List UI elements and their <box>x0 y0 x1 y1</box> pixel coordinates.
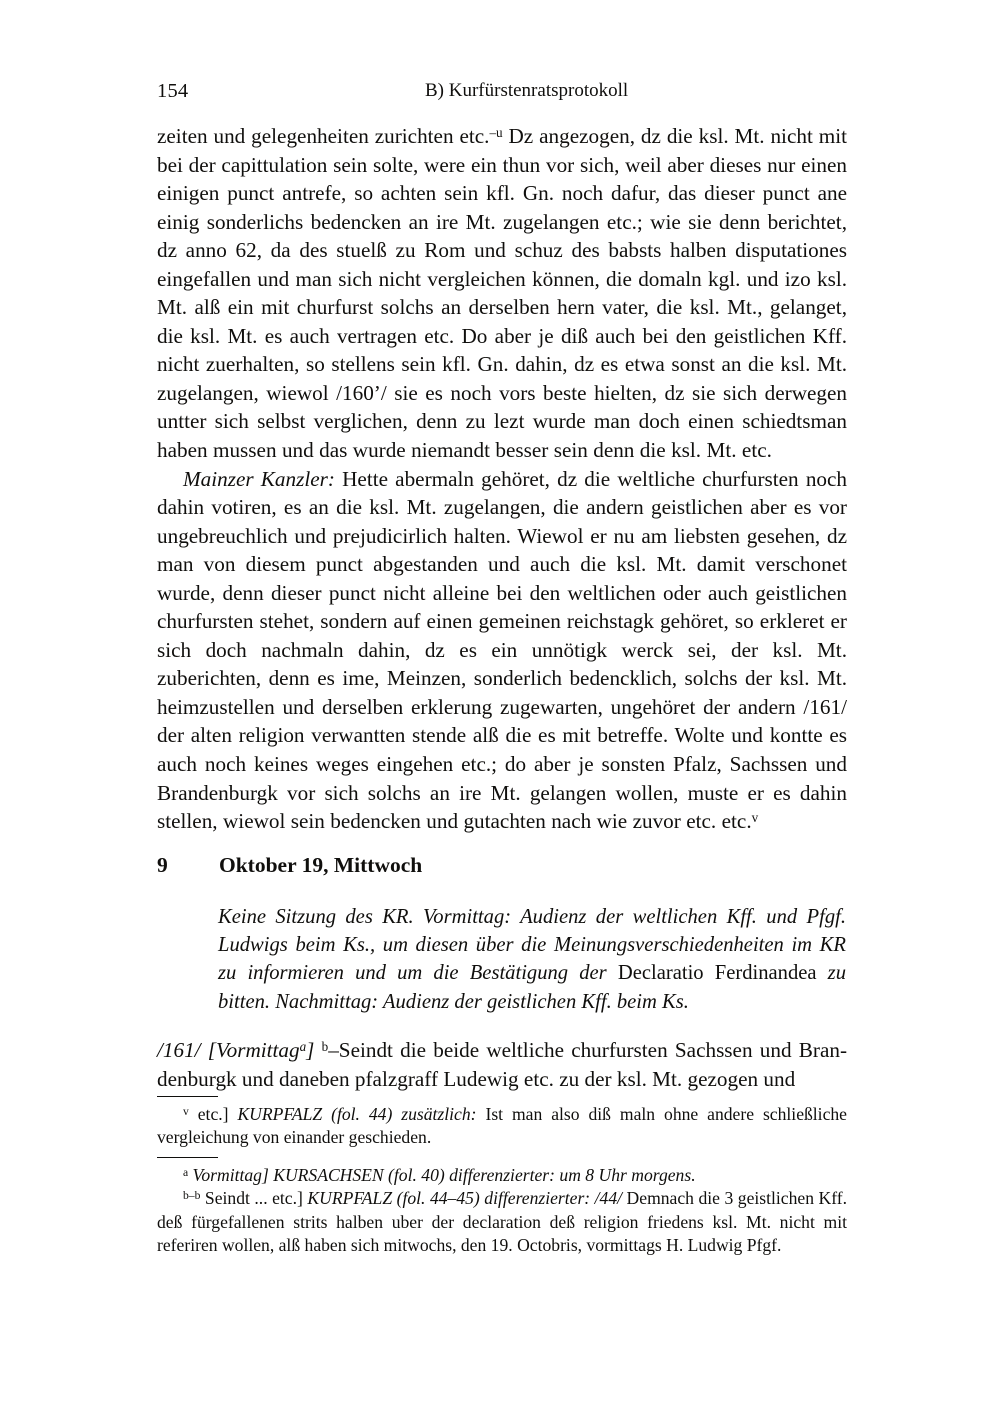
main-text-block <box>157 122 847 836</box>
variant-marker-b: b <box>321 1038 329 1054</box>
page-number: 154 <box>157 80 189 102</box>
editorial-bracket-close: ] <box>306 1038 322 1062</box>
section-title: Oktober 19, Mittwoch <box>219 853 423 877</box>
footnote-source: KURPFALZ (fol. 44–45) differenzierter: /44/ <box>302 1188 623 1209</box>
speaker-label: Mainzer Kanzler: <box>183 466 335 491</box>
paragraph-continuation <box>157 122 847 465</box>
paragraph-1-text: Dz angezogen, dz die ksl. Mt. nicht mit bei der capittulation sein solte, were ein thun vor sich, weil aber dieses nur einen einigen punct antrefe, so achten sein kfl. Gn. noch dafur, das dieser punct ane einig sonderlichs bedencken an ire Mt. zugelangen etc.; wie sie denn berichtet, dz anno 62, da des stuelß zu Rom und schuz des babsts halben disputationes eingefallen und man sich nicht vergleichen können, die domaln kgl. und izo ksl. Mt. alß ein mit churfurst solchs an derselben hern vater, die ksl. Mt., gelanget, die ksl. Mt. es auch vertragen etc. Do aber je diß auch bei den geistlichen Kff. nicht zuerhalten, so stellens sein kfl. Gn. dahin, dz es etwa sonst an die ksl. Mt. zugelangen, wiewol /160’/ sie es noch vors beste hielten, dz sie sich derwegen untter sich selbst verglichen, denn zu lezt wurde man doch einen schiedtsman haben mussen und das wurde niemandt besser sein denn die ksl. Mt. etc. <box>157 124 847 463</box>
regest-summary <box>218 903 846 1016</box>
footnote-marker-a: a <box>183 1165 189 1179</box>
editorial-bracket-open: [Vormittag <box>207 1038 300 1062</box>
text-critical-marker-u: –u <box>489 124 503 140</box>
running-head <box>157 78 847 104</box>
footnote-marker-v: v <box>183 1104 189 1118</box>
section-number: 9 <box>157 853 168 877</box>
footnote-block-critical <box>157 1096 847 1150</box>
regest-part-1: Keine Sitzung des KR. Vormittag: Audienz der weltlichen Kff. und Pfgf. Ludwigs beim Ks., um diesen über die Meinungsverschiedenheiten im KR zu informieren und um die Bestätigung der <box>218 906 846 985</box>
footnote-source: KURPFALZ (fol. 44) zusätzlich: <box>228 1104 477 1124</box>
footnote-lemma: etc.] <box>188 1104 229 1124</box>
paragraph-2-text: Hette abermaln gehöret, dz die weltliche churfursten noch dahin votiren, es an die ksl. Mt. zugelangen, die andern geistlichen aber es vor ungebreuchlich und prejudicirlich halten. Wiewol er nu am liebsten gesehen, dz man von diesem punct abgestanden und auch die ksl. Mt. damit verschonet wurde, denn dieser punct nicht alleine bei den weltlichen oder auch geistlichen churfursten stehet, sondern auf einen gemeinen reichstagk gehöret, so erkleret er sich doch nachmaln dahin, dz es ein unnötigk werck sei, der ksl. Mt. zuberichten, denn es ime, Meinzen, sonderlich bedencklich, solchs der ksl. Mt. heimzustellen und derselben erklerung zugewarten, ungehöret der andern /161/ der alten religion verwantten stende alß die es mit betreffe. Wolte und kontte es auch noch keines weges eingehen etc.; do aber je sonsten Pfalz, Sachssen und Brandenburgk vor sich solchs an ire Mt. gelangen wollen, muste er es dahin stellen, wiewol sein bedencken und gutachten nach wie zuvor etc. etc. <box>157 466 848 834</box>
lead-paragraph <box>157 1036 847 1093</box>
footnote-text: Demnach die 3 geistlichen Kff. deß fürgefallenen strits halben uber der declaration deß religion friedens ksl. Mt. nicht mit referiren wollen, alß haben sich mitwochs, den 19. Octobris, vormittags H. Ludwig Pfgf. <box>157 1188 847 1255</box>
footnote-rule <box>157 1096 218 1097</box>
footnote-marker-b-b: b–b <box>183 1189 201 1203</box>
folio-marker: /161/ <box>157 1038 208 1062</box>
paragraph-1-pre-marker: zeiten und gelegenheiten zurichten etc. <box>157 124 490 148</box>
footnote-entry <box>157 1164 847 1187</box>
footnote-text: Ist man also diß maln ohne andere schließliche vergleichung von einander geschieden. <box>157 1104 847 1148</box>
text-critical-marker-v: v <box>751 810 759 826</box>
paragraph-mainzer-kanzler <box>157 465 847 836</box>
lead-text: –Seindt die beide weltliche churfursten Sachssen und Bran-denburgk und daneben pfalzgraff Ludewig etc. zu der ksl. Mt. gezogen und <box>157 1038 847 1091</box>
running-title: B) Kurfürstenratsprotokoll <box>425 80 629 101</box>
regest-part-2: zu bitten. Nachmittag: Audienz der geistlichen Kff. beim Ks. <box>218 962 846 1013</box>
footnote-block-variants <box>157 1157 847 1257</box>
footnote-rule <box>157 1157 218 1158</box>
footnote-entry <box>157 1103 847 1150</box>
footnote-lemma: Vormittag] <box>188 1165 269 1185</box>
variant-marker-a: a <box>299 1038 307 1054</box>
footnote-entry <box>157 1187 847 1257</box>
regest-roman-title: Declaratio Ferdinandea <box>617 962 817 985</box>
footnote-source: KURSACHSEN (fol. 40) differenzierter: um 8 Uhr morgens. <box>268 1165 696 1185</box>
footnote-lemma: Seindt ... etc.] <box>200 1188 303 1209</box>
